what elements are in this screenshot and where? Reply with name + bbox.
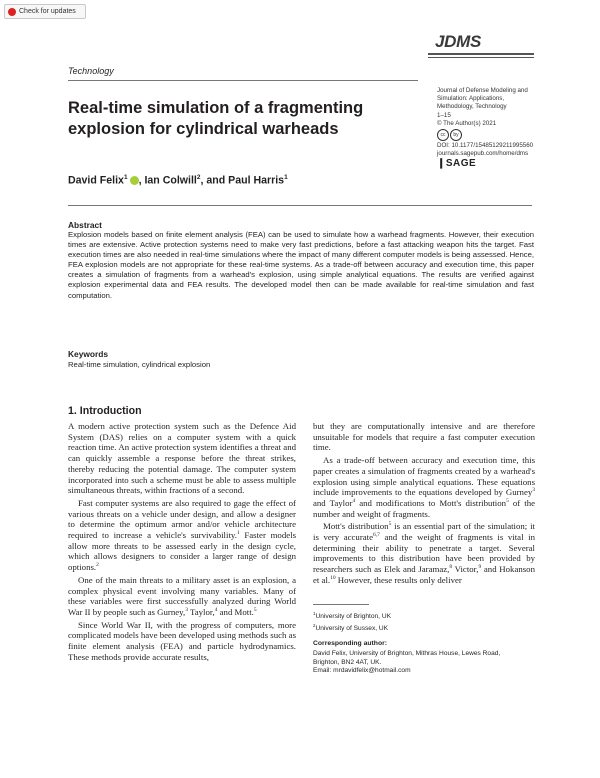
corresponding-author-heading: Corresponding author: xyxy=(313,640,388,647)
citation-ref[interactable]: 5 xyxy=(388,521,392,528)
footnote-divider xyxy=(313,604,369,605)
citation-ref[interactable]: 3 xyxy=(185,607,188,614)
journal-meta-line: Methodology, Technology xyxy=(437,103,507,111)
header-divider xyxy=(68,80,418,81)
logo-underline xyxy=(428,53,534,55)
journal-meta-line: 1–15 xyxy=(437,111,451,119)
section-label: Technology xyxy=(68,66,114,76)
check-for-updates-label: Check for updates xyxy=(19,8,76,15)
keywords-heading: Keywords xyxy=(68,349,109,359)
author-name[interactable]: Paul Harris xyxy=(228,174,285,187)
paragraph: One of the main threats to a military asset is an explosion, a complex physical event involving many variables. Many of these variables were first successfully analyzed during World War II by people such as Gurney,$^3$ Taylor,$^4$ and Mott.$^5$ xyxy=(68,574,296,617)
citation-ref[interactable]: 5 xyxy=(506,498,509,504)
citation-ref[interactable]: 3 xyxy=(532,487,535,494)
corresponding-author-line: David Felix, University of Brighton, Mithras House, Lewes Road, xyxy=(313,650,501,657)
paragraph: As a trade-off between accuracy and execution time, this paper creates a simulation of fragments created by a warhead's explosion using simple analytical equations. These equations include improvements to the equations developed by Gurney$^3$ and Taylor$^4$ and modifications to Mott's distribution$^5$ of the number and weight of fragments. xyxy=(313,455,535,519)
paragraph: Mott's distribution$^5$ is an essential part of the simulation; it is very accurate$^{6,7}$ and the weight of fragments is vital in determining their ability to penetrate a target. Several improvements to this distribution have been provided by researchers such as Elek and Jaramaz,$^8$ Victor,$^9$ and Hokanson et al.$^{10}$ However, these results only deliver xyxy=(313,521,535,585)
publisher-logo: ❙SAGE xyxy=(437,158,477,170)
journal-meta-line: Journal of Defense Modeling and xyxy=(437,87,528,94)
citation-ref[interactable]: 6,7 xyxy=(373,532,380,539)
doi[interactable]: DOI: 10.1177/15485129211995560 xyxy=(437,142,534,150)
keywords-text: Real-time simulation, cylindrical explosion xyxy=(68,360,211,369)
citation-ref[interactable]: 4 xyxy=(214,607,218,614)
corresponding-author-line: Brighton, BN2 4AT, UK. xyxy=(313,658,382,666)
affiliations xyxy=(313,610,391,634)
paragraph: A modern active protection system such as the Defence Aid System (DAS) relies on a computer system with a quick reaction time. An active protection system identifies a threat and can quickly assemble a response before the threat strikes, thereby reducing the potential damage. The computer system incorporated into such a scheme must be able to assess multiple simultaneous threats, within fractions of a second. xyxy=(68,421,296,496)
body-column-left xyxy=(68,421,296,662)
abstract-heading: Abstract xyxy=(68,220,102,230)
journal-url[interactable]: journals.sagepub.com/home/dms xyxy=(437,150,529,158)
abstract-text: Explosion models based on finite element analysis (FEA) can be used to simulate how a warhead fragments. However, their execution times are extensive. Active protection systems need to make very fast predictions, before a fast attacking weapon hits the target. Fast execution times are also needed in real-time simulations where the impact of many different computer models is being assessed. Hence, FEA explosion models are not appropriate for these real-time systems. As a trade-off between accuracy and execution time, this paper creates a simulation of fragments from a warhead's explosion, using simple analytical equations. The results are verified against explosion experimental data and FEA results. The developed model then can be made available for real-time simulation and fast computation. xyxy=(68,230,534,300)
affiliation-item: $^2$University of Sussex, UK xyxy=(313,622,389,632)
author-name[interactable]: Ian Colwill xyxy=(144,174,197,187)
citation-ref[interactable]: 10 xyxy=(330,574,336,581)
author-affiliation: 1 xyxy=(123,174,128,181)
corresponding-author-details xyxy=(313,650,535,676)
corresponding-author-email[interactable]: Email: mrdavidfelix@hotmail.com xyxy=(313,667,411,675)
citation-ref[interactable]: 4 xyxy=(352,498,356,504)
journal-meta xyxy=(437,87,557,169)
check-for-updates-badge[interactable] xyxy=(4,4,86,19)
citation-ref[interactable]: 1 xyxy=(236,530,240,537)
cc-icon: cc xyxy=(437,129,449,141)
creative-commons-icon[interactable] xyxy=(437,129,462,141)
author-affiliation: 1 xyxy=(284,174,288,181)
logo-underline-thin xyxy=(428,57,534,58)
journal-meta-line: Simulation: Applications, xyxy=(437,95,505,103)
journal-meta-line: © The Author(s) 2021 xyxy=(437,119,497,127)
citation-ref[interactable]: 5 xyxy=(253,607,257,614)
author-name[interactable]: David Felix xyxy=(68,174,124,187)
article-title: Real-time simulation of a fragmenting explosion for cylindrical warheads xyxy=(68,99,364,138)
author-list: David Felix$^1$ , Ian Colwill$^2$, and Paul Harris$^1$ xyxy=(68,174,288,187)
citation-ref[interactable]: 2 xyxy=(96,562,99,569)
paragraph: Fast computer systems are also required to gage the effect of various threats on a vehicle under design, and allow a designer to determine the optimum armor and/or vehicle architecture required to increase a vehicle's survivability.$^1$ Faster models allow more threats to be assessed early in the design cycle, which allows designers to consider a larger range of design options.$^2$ xyxy=(68,497,296,573)
body-column-right xyxy=(313,421,535,586)
crossmark-icon xyxy=(8,8,16,16)
citation-ref[interactable]: 9 xyxy=(478,564,482,571)
affiliation-item: $^1$University of Brighton, UK xyxy=(313,611,392,621)
journal-logo: JDMS xyxy=(435,32,482,51)
cc-by-icon: by xyxy=(450,129,462,141)
paragraph: Since World War II, with the progress of computers, more complicated models have been developed using methods such as finite element analysis (FEA) and particle hydrodynamics. These methods provide accurate results, xyxy=(68,619,296,662)
author-affiliation: 2 xyxy=(196,174,201,181)
abstract-divider xyxy=(68,205,532,206)
section-heading-introduction: 1. Introduction xyxy=(68,405,142,417)
citation-ref[interactable]: 8 xyxy=(449,564,453,571)
paragraph: but they are computationally intensive and are therefore unsuitable for models that require a fast computer execution time. xyxy=(313,421,535,453)
orcid-icon[interactable] xyxy=(130,176,139,185)
